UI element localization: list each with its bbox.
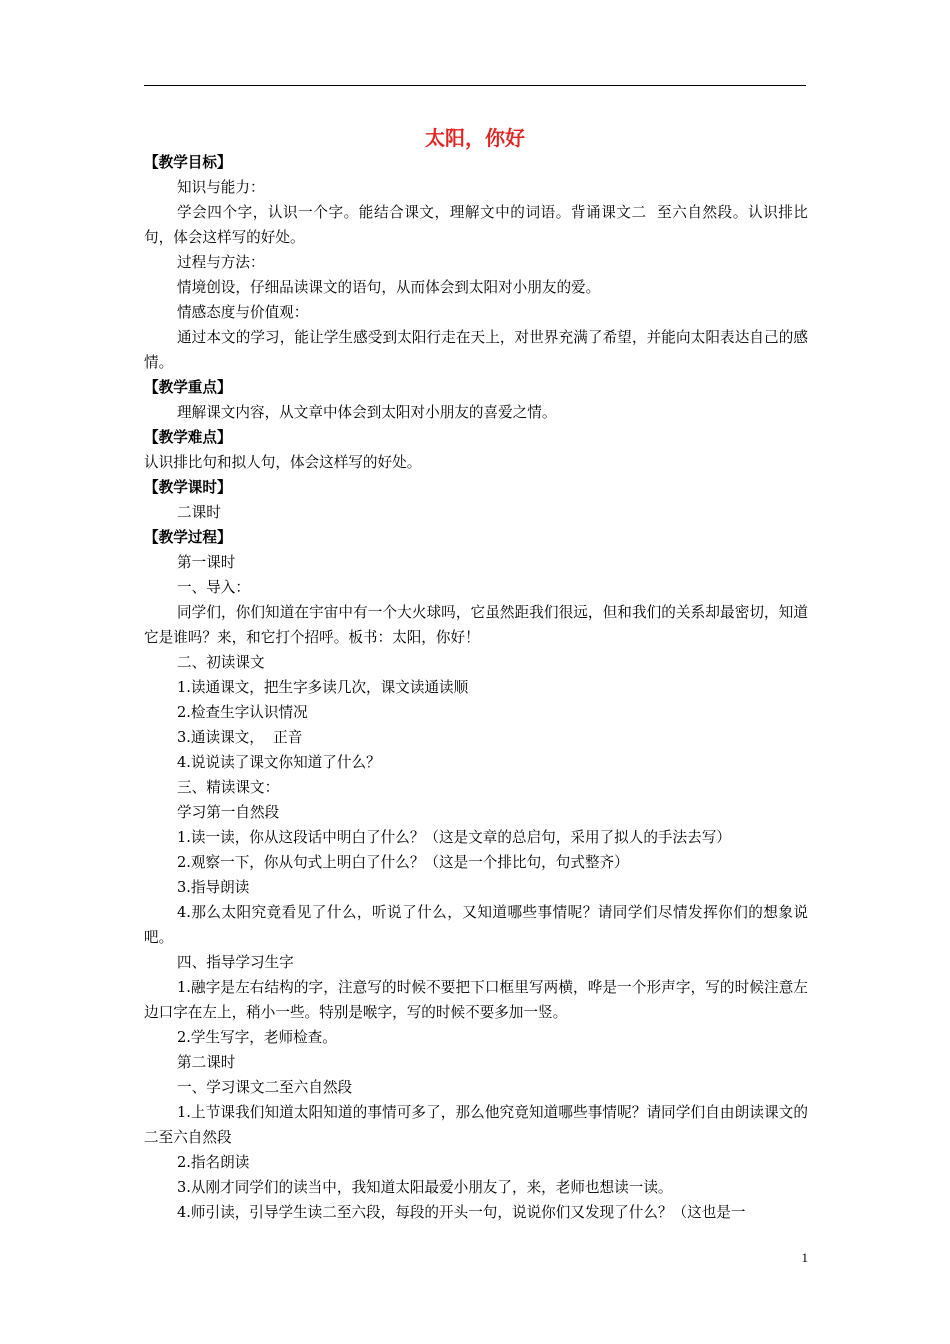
body-paragraph: 1.读通课文，把生字多读几次，课文读通读顺 — [177, 679, 469, 696]
header-rule — [144, 85, 806, 86]
document-title: 太阳，你好 — [425, 126, 525, 150]
body-paragraph: 同学们，你们知道在宇宙中有一个大火球吗，它虽然距我们很远，但和我们的关系却最密切，知道它是谁吗？来，和它打个招呼。板书：太阳，你好！ — [144, 604, 808, 646]
body-paragraph: 3.通读课文， 正音 — [177, 729, 303, 746]
body-paragraph: 第二课时 — [177, 1054, 236, 1071]
body-paragraph: 3.从刚才同学们的读当中，我知道太阳最爱小朋友了，来，老师也想读一读。 — [177, 1179, 673, 1196]
body-paragraph: 2.指名朗读 — [177, 1154, 250, 1171]
body-paragraph: 4.师引读，引导学生读二至六段，每段的开头一句，说说你们又发现了什么？（这也是一 — [177, 1204, 746, 1221]
body-paragraph: 2.学生写字，老师检查。 — [177, 1029, 337, 1046]
body-paragraph: 1.读一读，你从这段话中明白了什么？（这是文章的总启句，采用了拟人的手法去写） — [177, 829, 731, 846]
body-paragraph: 知识与能力： — [177, 179, 265, 196]
page-number: 1 — [801, 1250, 808, 1265]
body-paragraph: 2.检查生字认识情况 — [177, 704, 308, 721]
body-paragraph: 四、指导学习生字 — [177, 954, 294, 971]
section-heading: 【教学目标】 — [144, 154, 232, 171]
body-paragraph: 情境创设，仔细品读课文的语句，从而体会到太阳对小朋友的爱。 — [177, 279, 601, 296]
body-paragraph: 三、精读课文： — [177, 779, 280, 796]
body-paragraph: 过程与方法： — [177, 254, 265, 271]
body-paragraph: 学习第一自然段 — [177, 804, 280, 821]
document-body — [144, 150, 808, 1225]
body-paragraph: 1.上节课我们知道太阳知道的事情可多了，那么他究竟知道哪些事情呢？请同学们自由朗读课文的二至六自然段 — [144, 1104, 808, 1146]
body-paragraph: 认识排比句和拟人句，体会这样写的好处。 — [144, 454, 422, 471]
section-heading: 【教学难点】 — [144, 429, 232, 446]
section-heading: 【教学过程】 — [144, 529, 232, 546]
body-paragraph: 1.融字是左右结构的字，注意写的时候不要把下口框里写两横，哗是一个形声字，写的时候注意左边口字在左上，稍小一些。特别是喉字，写的时候不要多加一竖。 — [144, 979, 808, 1021]
section-heading: 【教学课时】 — [144, 479, 232, 496]
body-paragraph: 4.说说读了课文你知道了什么？ — [177, 754, 381, 771]
body-paragraph: 理解课文内容，从文章中体会到太阳对小朋友的喜爱之情。 — [177, 404, 557, 421]
body-paragraph: 通过本文的学习，能让学生感受到太阳行走在天上，对世界充满了希望，并能向太阳表达自己的感情。 — [144, 329, 808, 371]
body-paragraph: 情感态度与价值观： — [177, 304, 309, 321]
body-paragraph: 一、导入： — [177, 579, 250, 596]
body-paragraph: 二、初读课文 — [177, 654, 265, 671]
body-paragraph: 3.指导朗读 — [177, 879, 250, 896]
body-paragraph: 一、学习课文二至六自然段 — [177, 1079, 353, 1096]
body-paragraph: 第一课时 — [177, 554, 236, 571]
body-paragraph: 4.那么太阳究竟看见了什么，听说了什么，又知道哪些事情呢？请同学们尽情发挥你们的想象说吧。 — [144, 904, 808, 946]
body-paragraph: 二课时 — [177, 504, 221, 521]
body-paragraph: 2.观察一下，你从句式上明白了什么？（这是一个排比句，句式整齐） — [177, 854, 629, 871]
body-paragraph: 学会四个字，认识一个字。能结合课文，理解文中的词语。背诵课文二 至六自然段。认识排比句，体会这样写的好处。 — [144, 204, 808, 246]
section-heading: 【教学重点】 — [144, 379, 232, 396]
